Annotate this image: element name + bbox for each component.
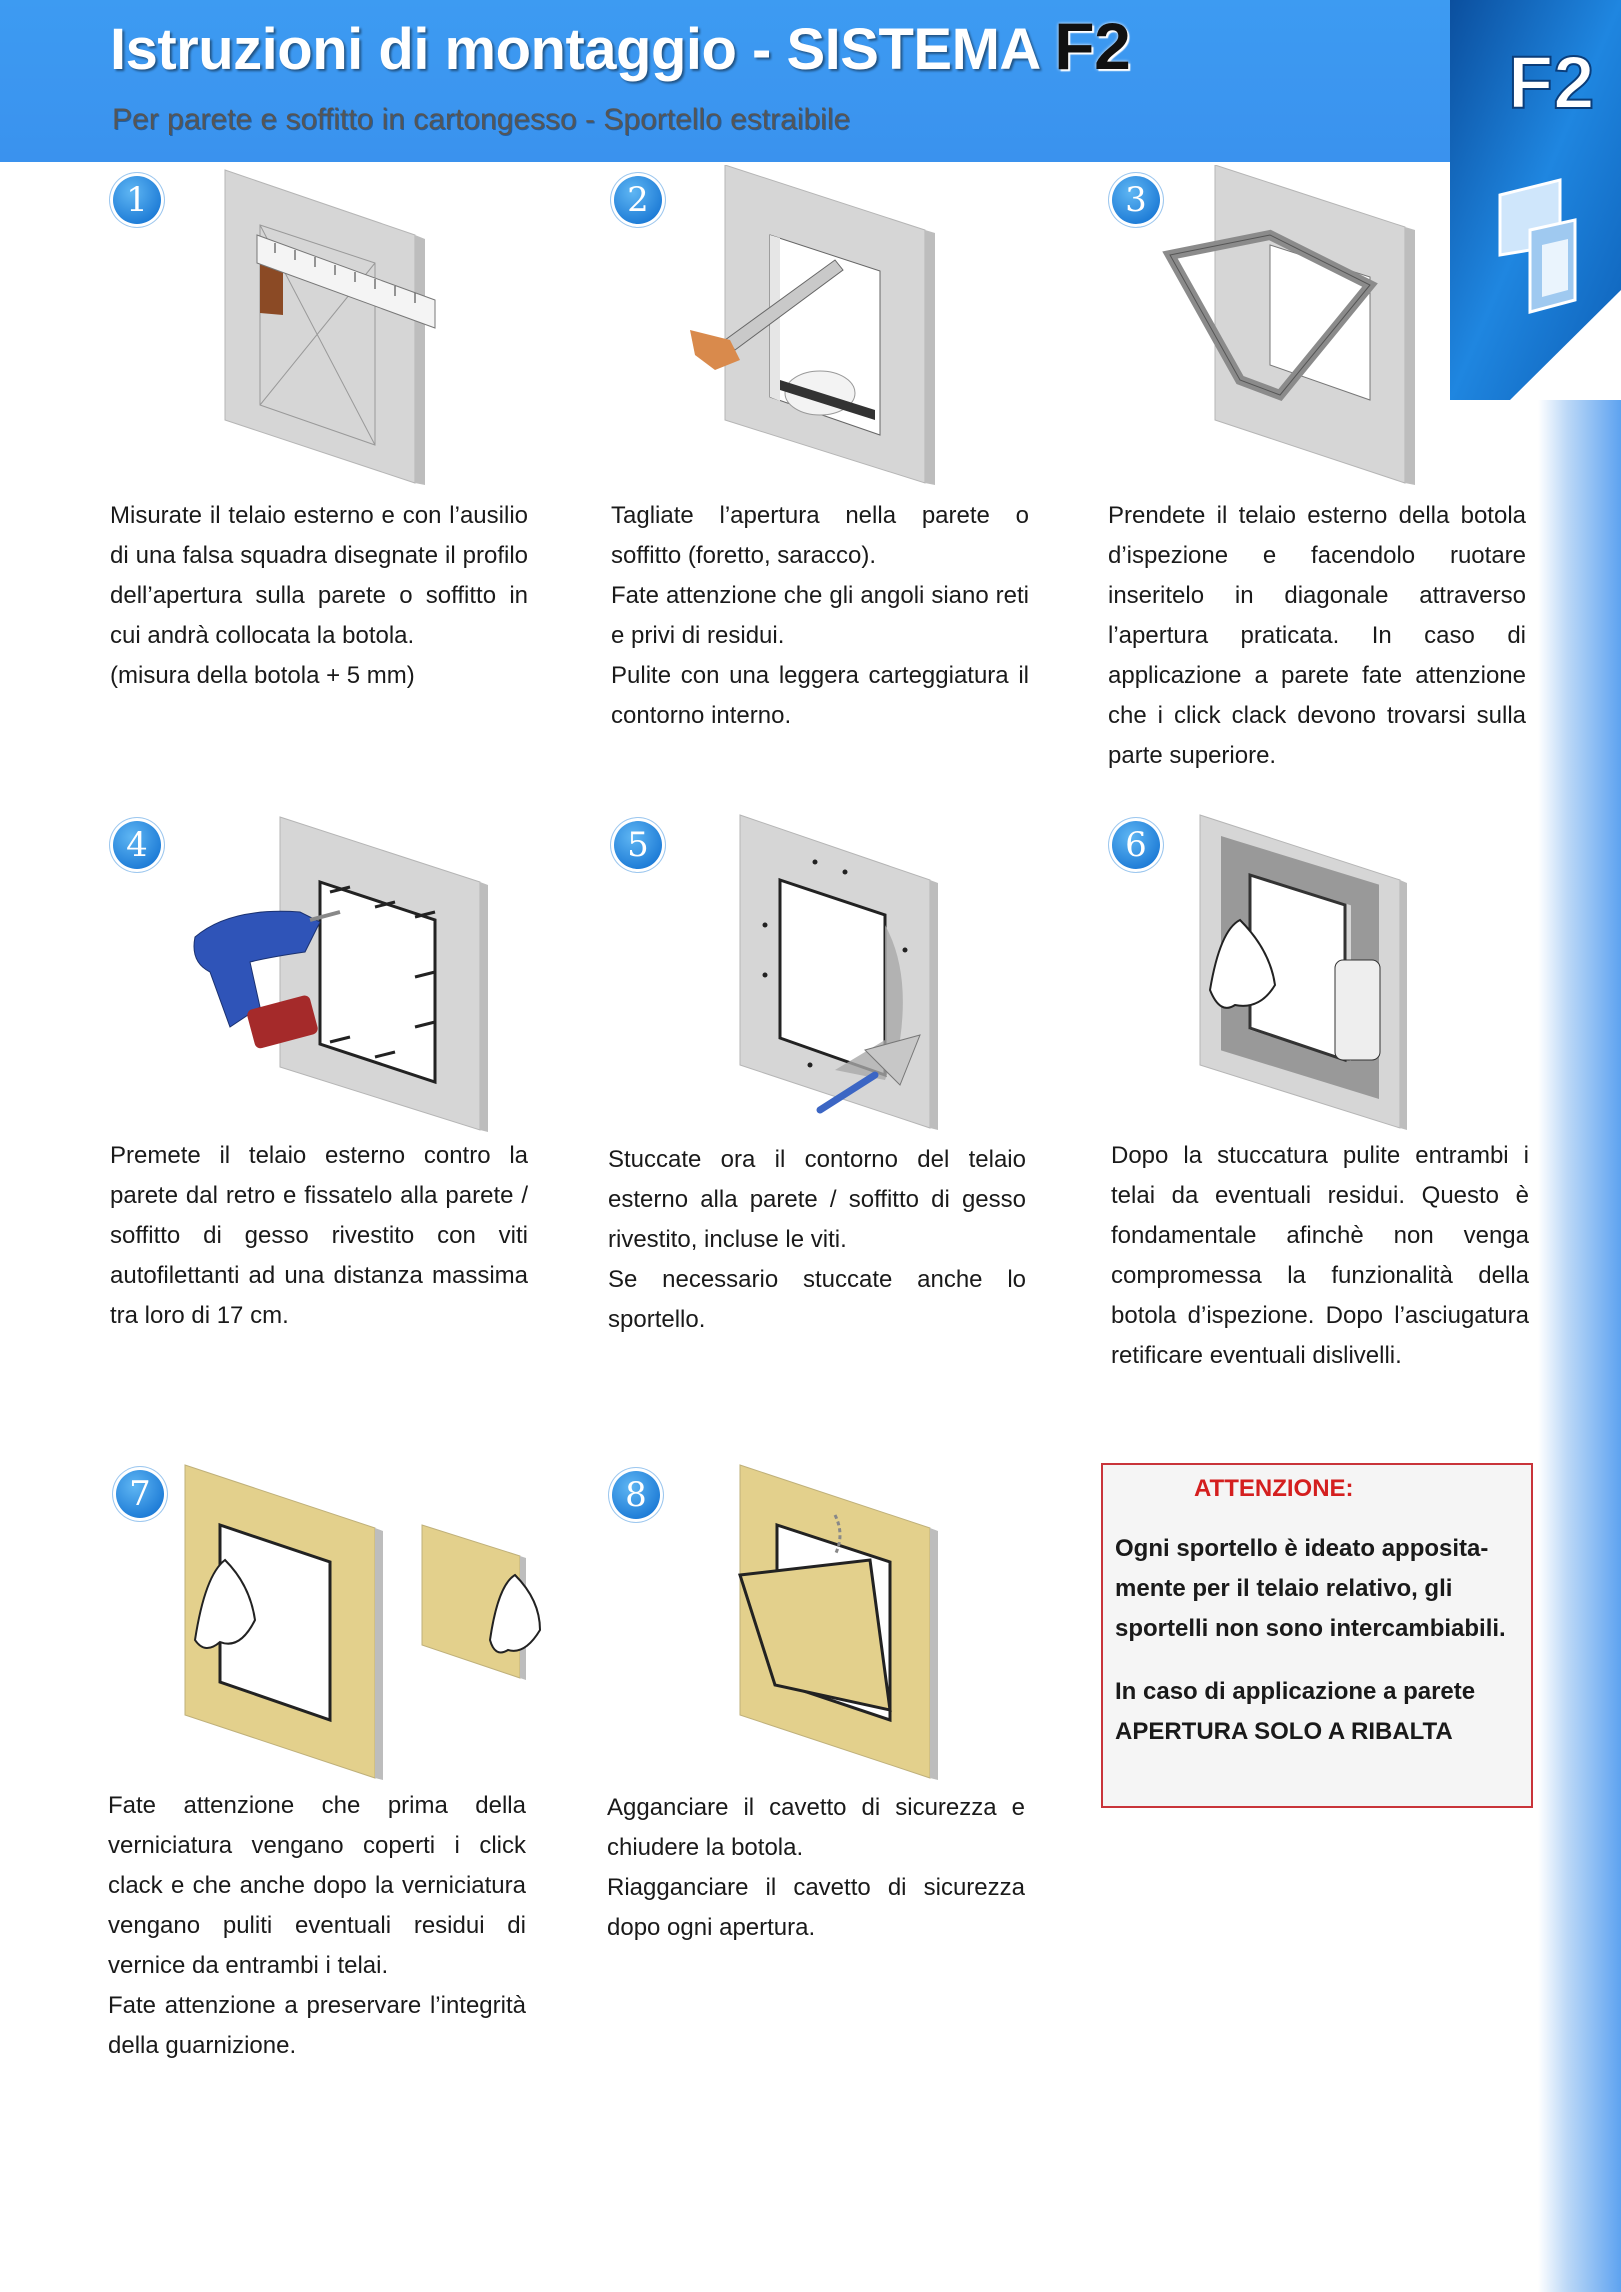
attention-title: ATTENZIONE: xyxy=(1194,1475,1354,1502)
step-6-text xyxy=(1111,1136,1529,1376)
decorative-side-bar xyxy=(1538,400,1621,2292)
step-2-badge: 2 xyxy=(611,173,665,227)
step-8-paragraph: Riagganciare il cavetto di sicurezza dopo ogni apertura. xyxy=(607,1874,1025,1941)
step-8-badge: 8 xyxy=(609,1468,663,1522)
step-8-illustration xyxy=(735,1460,945,1780)
step-4-illustration xyxy=(190,812,490,1132)
step-1-illustration xyxy=(175,165,445,485)
step-4-text xyxy=(110,1136,528,1336)
step-1-badge: 1 xyxy=(110,173,164,227)
step-5-paragraph: Stuccate ora il contorno del telaio esterno alla parete / soffitto di gesso rivestito, incluse le viti. xyxy=(608,1146,1026,1253)
page-subtitle: Per parete e soffitto in cartongesso - Sportello estraibile xyxy=(112,103,851,136)
attention-paragraph: Ogni sportello è ideato apposita-mente per il telaio relativo, gli sportelli non sono intercambiabili. xyxy=(1115,1535,1506,1642)
step-2-illustration xyxy=(685,165,945,485)
step-2-text xyxy=(611,496,1029,736)
step-7-badge: 7 xyxy=(113,1467,167,1521)
step-7-illustration xyxy=(180,1460,560,1780)
step-7-paragraph: Fate attenzione a preservare l’integrità della guarnizione. xyxy=(108,1992,526,2059)
step-4-badge: 4 xyxy=(110,818,164,872)
step-3-badge: 3 xyxy=(1109,173,1163,227)
attention-box xyxy=(1101,1463,1533,1808)
step-5-illustration xyxy=(735,810,940,1130)
title-text: Istruzioni di montaggio - SISTEMA xyxy=(110,17,1055,82)
step-5-badge: 5 xyxy=(611,818,665,872)
step-3-text xyxy=(1108,496,1526,776)
step-8-text xyxy=(607,1788,1025,1948)
step-1-text xyxy=(110,496,528,696)
step-3-illustration xyxy=(1160,165,1425,485)
step-1-paragraph: Misurate il telaio esterno e con l’ausilio di una falsa squadra disegnate il profilo dell’apertura sulla parete o soffitto in cui andrà collocata la botola. xyxy=(110,502,528,649)
step-4-paragraph: Premete il telaio esterno contro la parete dal retro e fissatelo alla parete / soffitto di gesso rivestito con viti autofilettanti ad una distanza massima tra loro di 17 cm. xyxy=(110,1142,528,1329)
step-3-paragraph: Prendete il telaio esterno della botola d’ispezione e facendolo ruotare inseritelo in diagonale attraverso l’apertura praticata. In caso di applicazione a parete fate attenzione che i click clack devono trovarsi sulla parte superiore. xyxy=(1108,502,1526,769)
step-6-badge: 6 xyxy=(1109,818,1163,872)
step-5-paragraph: Se necessario stuccate anche lo sportello. xyxy=(608,1266,1026,1333)
attention-paragraph: In caso di applicazione a parete APERTURA SOLO A RIBALTA xyxy=(1115,1678,1476,1745)
title-model: F2 xyxy=(1054,9,1131,83)
step-5-text xyxy=(608,1140,1026,1340)
logo-text: F2 xyxy=(1508,41,1595,124)
page-title xyxy=(110,8,1130,84)
step-8-paragraph: Agganciare il cavetto di sicurezza e chiudere la botola. xyxy=(607,1794,1025,1861)
step-2-paragraph: Fate attenzione che gli angoli siano reti e privi di residui. xyxy=(611,582,1029,649)
header-banner xyxy=(0,0,1450,162)
step-1-note: (misura della botola + 5 mm) xyxy=(110,662,415,689)
step-6-illustration xyxy=(1195,810,1410,1130)
step-6-paragraph: Dopo la stuccatura pulite entrambi i telai da eventuali residui. Questo è fondamentale afinchè non venga compromessa la funzionalità della botola d’ispezione. Dopo l’asciugatura retificare eventuali dislivelli. xyxy=(1111,1142,1529,1369)
step-7-paragraph: Fate attenzione che prima della verniciatura vengano coperti i click clack e che anche dopo la verniciatura vengano puliti eventuali residui di vernice da entrambi i telai. xyxy=(108,1792,526,1979)
step-2-paragraph: Tagliate l’apertura nella parete o soffitto (foretto, saracco). xyxy=(611,502,1029,569)
step-2-paragraph: Pulite con una leggera carteggiatura il contorno interno. xyxy=(611,662,1029,729)
f2-logo xyxy=(1450,0,1621,400)
step-7-text xyxy=(108,1786,526,2066)
